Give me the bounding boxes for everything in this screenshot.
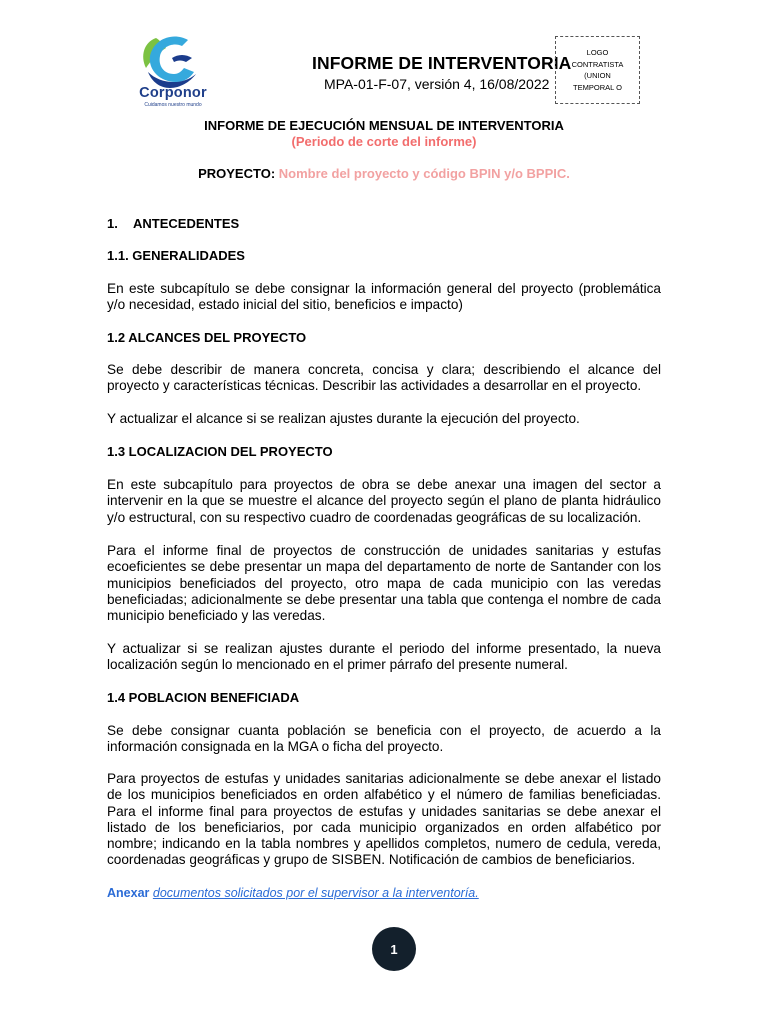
section-1-4-heading: 1.4 POBLACION BENEFICIADA [107,690,300,705]
section-1-3-heading: 1.3 LOCALIZACION DEL PROYECTO [107,444,333,459]
section-1-3-paragraph-3: Y actualizar si se realizan ajustes durante el periodo del informe presentado, la nueva localización según lo mencionado en el primer párrafo del presente numeral. [107,641,661,673]
section-1-4-paragraph-2: Para proyectos de estufas y unidades sanitarias adicionalmente se debe anexar el listado de los municipios beneficiados en orden alfabético y el número de familias beneficiadas. Para el informe final para proyectos de estufas y unidades sanitarias se debe anexar el listado de los beneficiarios, por cada municipio organizados en orden alfabético por nombre; indicando en la tabla nombres y apellidos completos, numero de cedula, vereda, coordenadas geográficas y grupo de SISBEN. Notificación de cambios de beneficiarios. [107,771,661,868]
document-code: MPA-01-F-07, versión 4, 16/08/2022 [324,76,550,92]
logo-wordmark: Corponor [139,85,207,101]
report-title: INFORME DE EJECUCIÓN MENSUAL DE INTERVENTORIA [204,118,564,133]
section-1-4-paragraph-1: Se debe consignar cuanta población se beneficia con el proyecto, de acuerdo a la información consignada en la MGA o ficha del proyecto. [107,723,661,755]
section-1-1-paragraph: En este subcapítulo se debe consignar la información general del proyecto (problemática y/o necesidad, estado inicial del sitio, beneficios e impacto) [107,281,661,313]
annex-line [107,886,479,900]
annex-label: Anexar [107,886,150,900]
annex-link[interactable]: documentos solicitados por el supervisor a la interventoría. [152,886,479,900]
document-header-title: INFORME DE INTERVENTORIA [312,53,572,73]
placeholder-line: TEMPORAL O [573,82,622,92]
placeholder-line: (UNION [584,71,611,80]
section-1-2-paragraph-1: Se debe describir de manera concreta, concisa y clara; describiendo el alcance del proyecto y características técnicas. Describir las actividades a desarrollar en el proyecto. [107,362,661,394]
section-1-heading [107,216,239,231]
section-1-1-heading: 1.1. GENERALIDADES [107,248,245,263]
report-period: (Periodo de corte del informe) [291,134,477,149]
placeholder-line: CONTRATISTA [571,59,624,69]
placeholder-line: LOGO [586,48,609,57]
section-1-2-paragraph-2: Y actualizar el alcance si se realizan ajustes durante la ejecución del proyecto. [107,411,580,426]
logo-tagline: Cuidamos nuestro mundo [144,102,202,108]
project-line [0,166,768,181]
section-number: 1. [107,216,118,231]
project-value: Nombre del proyecto y código BPIN y/o BPPIC. [278,166,570,181]
section-1-2-heading: 1.2 ALCANCES DEL PROYECTO [107,330,307,345]
section-title: ANTECEDENTES [133,216,240,231]
section-1-3-paragraph-1: En este subcapítulo para proyectos de obra se debe anexar una imagen del sector a intervenir en la que se muestre el alcance del proyecto según el plano de planta hidráulico y/o estructural, con su respectivo cuadro de coordenadas geográficas de su localización. [107,477,661,525]
page-number-badge: 1 [372,927,416,971]
project-label: PROYECTO: [198,166,276,181]
section-1-3-paragraph-2: Para el informe final de proyectos de construcción de unidades sanitarias y estufas ecoeficientes se debe presentar un mapa del departamento de norte de Santander con los municipios beneficiados del proyecto, otro mapa de cada municipio con las veredas beneficiadas; adicionalmente se debe presentar una tabla que contenga el nombre de cada municipio beneficiado y las veredas. [107,543,661,624]
contractor-logo-placeholder [555,36,640,104]
